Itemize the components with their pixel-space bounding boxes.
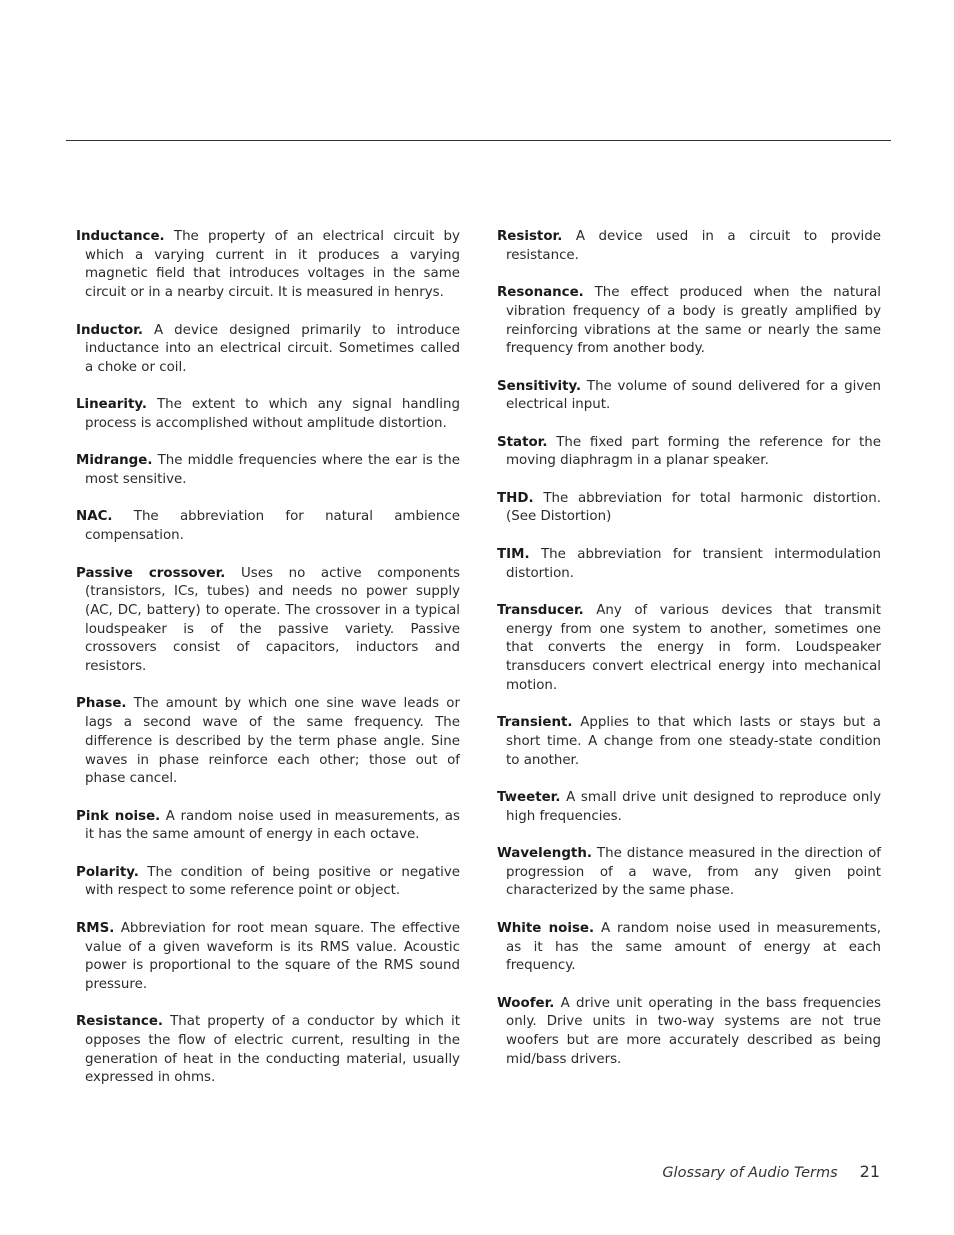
glossary-definition: Uses no active components (transistors, ICs, tubes) and needs no power supply (AC, DC, battery) to operate. The crossover in a typical loudspeaker is of the passive variety. Passive crossovers consist of capacitors, inductors and resistors. — [85, 565, 460, 675]
glossary-definition: A device used in a circuit to provide resistance. — [506, 229, 881, 263]
glossary-term: Pink noise. — [76, 808, 161, 824]
glossary-definition: A random noise used in measurements, as it has the same amount of energy at each frequency. — [506, 920, 882, 974]
glossary-term: Tweeter. — [497, 789, 561, 805]
glossary-column-left — [76, 228, 460, 1107]
glossary-entry — [497, 490, 881, 527]
glossary-term: Inductance. — [76, 229, 165, 244]
glossary-entry — [497, 546, 881, 583]
glossary-term: Linearity. — [76, 397, 147, 413]
glossary-column-right — [497, 228, 881, 1088]
glossary-entry — [76, 508, 460, 545]
glossary-entry — [497, 284, 881, 359]
glossary-term: Inductor. — [76, 322, 143, 338]
glossary-term: Wavelength. — [497, 846, 592, 862]
glossary-definition: A small drive unit designed to reproduce only high frequencies. — [506, 789, 881, 824]
glossary-entry — [76, 228, 460, 303]
page-footer — [662, 1162, 880, 1181]
glossary-term: Sensitivity. — [497, 378, 582, 394]
glossary-term: Transient. — [497, 715, 573, 731]
glossary-entry — [76, 452, 460, 489]
glossary-term: NAC. — [76, 509, 113, 525]
glossary-term: Transducer. — [497, 602, 584, 618]
glossary-definition: That property of a conductor by which it opposes the flow of electric current, resulting in the generation of heat in the conducting material, usually expressed in ohms. — [85, 1014, 460, 1086]
glossary-definition: Any of various devices that transmit energy from one system to another, sometimes one that converts the energy in form. Loudspeaker transducers convert electrical energy into mechanical motion. — [506, 602, 881, 693]
glossary-definition: The fixed part forming the reference for the moving diaphragm in a planar speaker. — [506, 434, 881, 469]
glossary-term: Resistor. — [497, 229, 563, 244]
footer-section-title: Glossary of Audio Terms — [662, 1165, 838, 1181]
glossary-entry — [497, 920, 881, 976]
glossary-definition: The amount by which one sine wave leads or lags a second wave of the same frequency. The difference is described by the term phase angle. Sine waves in phase reinforce each other; those out of phase cancel. — [85, 696, 460, 787]
glossary-definition: The extent to which any signal handling process is accomplished without amplitude distortion. — [85, 397, 460, 431]
glossary-entry — [76, 808, 460, 845]
page-number: 21 — [859, 1162, 880, 1181]
glossary-definition: The condition of being positive or negative with respect to some reference point or object. — [85, 864, 460, 899]
glossary-definition: A device designed primarily to introduce inductance into an electrical circuit. Sometimes called a choke or coil. — [85, 322, 460, 375]
glossary-definition: The abbreviation for transient intermodulation distortion. — [506, 546, 881, 581]
glossary-definition: The abbreviation for total harmonic distortion. (See Distortion) — [506, 490, 881, 525]
glossary-term: White noise. — [497, 920, 595, 936]
glossary-entry — [497, 995, 881, 1070]
glossary-term: Woofer. — [497, 995, 555, 1011]
glossary-definition: A random noise used in measurements, as it has the same amount of energy in each octave. — [85, 808, 460, 843]
glossary-term: Resistance. — [76, 1014, 163, 1030]
glossary-definition: Abbreviation for root mean square. The effective value of a given waveform is its RMS value. Acoustic power is proportional to the square of the RMS sound pressure. — [85, 920, 460, 992]
glossary-definition: The distance measured in the direction of progression of a wave, from any given point characterized by the same phase. — [506, 846, 881, 899]
glossary-term: THD. — [497, 490, 534, 506]
glossary-entry — [497, 434, 881, 471]
glossary-term: Polarity. — [76, 864, 139, 880]
glossary-definition: A drive unit operating in the bass frequencies only. Drive units in two-way systems are not true woofers but are more accurately described as being mid/bass drivers. — [506, 995, 881, 1067]
glossary-entry — [76, 322, 460, 378]
glossary-term: Stator. — [497, 434, 548, 450]
glossary-definition: The volume of sound delivered for a given electrical input. — [506, 378, 881, 413]
glossary-definition: The effect produced when the natural vibration frequency of a body is greatly amplified by reinforcing vibrations at the same or nearly the same frequency from another body. — [506, 285, 881, 357]
glossary-entry — [497, 602, 881, 696]
glossary-entry — [497, 789, 881, 826]
glossary-term: RMS. — [76, 920, 115, 936]
header-rule — [66, 140, 891, 141]
glossary-definition: Applies to that which lasts or stays but a short time. A change from one steady-state condition to another. — [506, 715, 881, 768]
glossary-term: Phase. — [76, 696, 127, 712]
glossary-term: Resonance. — [497, 285, 584, 301]
glossary-definition: The middle frequencies where the ear is the most sensitive. — [85, 453, 460, 488]
glossary-entry — [497, 228, 881, 265]
glossary-term: TIM. — [497, 546, 530, 562]
glossary-entry — [497, 845, 881, 901]
glossary-entry — [76, 396, 460, 433]
glossary-definition: The abbreviation for natural ambience compensation. — [85, 509, 460, 544]
glossary-entry — [76, 695, 460, 789]
glossary-entry — [76, 864, 460, 901]
glossary-term: Passive crossover. — [76, 565, 226, 581]
glossary-entry — [76, 920, 460, 995]
glossary-entry — [497, 378, 881, 415]
glossary-entry — [497, 714, 881, 770]
glossary-term: Midrange. — [76, 453, 153, 469]
glossary-entry — [76, 1013, 460, 1088]
glossary-entry — [76, 565, 460, 677]
glossary-definition: The property of an electrical circuit by which a varying current in it produces a varying magnetic field that introduces voltages in the same circuit or in a nearby circuit. It is measured in henrys. — [85, 229, 460, 301]
